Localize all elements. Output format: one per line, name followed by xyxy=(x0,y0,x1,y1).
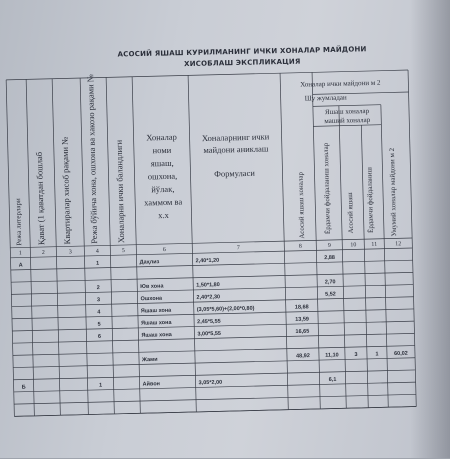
table-cell-no: 5 xyxy=(97,321,101,328)
column-number: 6 xyxy=(162,247,166,254)
header-col1: Режа литерлари xyxy=(14,198,24,246)
table-cell-c8: 16,65 xyxy=(295,328,310,336)
table-cell-lit: А xyxy=(18,262,23,269)
column-number: 11 xyxy=(371,241,378,248)
table-cell-c9: 11,10 xyxy=(325,352,339,359)
table-cell-c8: 18,68 xyxy=(294,304,309,311)
column-line xyxy=(339,106,346,409)
column-number: 2 xyxy=(41,249,45,257)
row-line xyxy=(13,370,415,380)
header-group-main: Хоналар ички майдони м 2 xyxy=(300,78,381,89)
table-cell-c8: 13,59 xyxy=(295,316,310,323)
table-cell-c11: 1 xyxy=(375,351,379,358)
header-col4: Режа бўйича хона, ошхона ва хакозо рақами № xyxy=(85,74,100,244)
header-col3: Квартиралар хисоб рақами № xyxy=(59,136,73,245)
column-number: 8 xyxy=(298,243,302,250)
column-number: 9 xyxy=(327,242,331,250)
header-col10: Асосий яшаш xyxy=(345,192,355,234)
row-line xyxy=(14,394,416,404)
table-cell-no: 2 xyxy=(96,285,100,292)
column-number: 4 xyxy=(95,248,99,255)
table-cell-name: Яшаш хона xyxy=(140,307,172,315)
column-number: 1 xyxy=(18,250,22,257)
table-cell-c9: 6,1 xyxy=(328,376,337,384)
table-cell-name: Даҳлиз xyxy=(139,259,160,266)
table-cell-c8: 48,92 xyxy=(296,353,310,360)
header-col12: Умумий хоналар майдони м 2 xyxy=(387,147,399,237)
row-line xyxy=(13,358,415,368)
header-col8: Асосий яшаш хоналар xyxy=(296,171,307,239)
row-line xyxy=(11,272,413,282)
table-cell-name: Яшаш хона xyxy=(141,332,172,339)
header-col9: Ёрдамчи фойдаланиш хоналар xyxy=(321,142,333,235)
table-cell-formula: 2,45*5,55 xyxy=(197,318,221,326)
column-number: 10 xyxy=(350,242,357,249)
table-cell-name: Юв хона xyxy=(140,283,164,291)
explication-table xyxy=(0,64,429,459)
table-cell-name: Ошхона xyxy=(140,295,163,303)
table-border-top xyxy=(6,70,408,80)
row-line xyxy=(14,407,416,417)
table-cell-lit: Б xyxy=(21,384,26,391)
table-cell-formula: 3,05*2,00 xyxy=(198,379,223,387)
header-col5: Хоналарни ички баландлиги xyxy=(113,139,127,244)
table-cell-c9: 2,88 xyxy=(324,254,336,262)
table-cell-no: 3 xyxy=(96,297,101,304)
table-cell-formula: (3,05*5,60)+(2,00*0,80) xyxy=(196,305,255,314)
column-number: 12 xyxy=(395,241,402,248)
table-cell-no: 1 xyxy=(99,382,103,389)
table-cell-c9: 5,52 xyxy=(325,291,336,298)
table-cell-no: 6 xyxy=(97,333,102,340)
header-col6: Хоналарномияшаш,ошхона,йўлак,хаммом вах.х xyxy=(144,131,183,221)
table-cell-c10: 3 xyxy=(354,351,358,359)
column-number: 5 xyxy=(121,248,125,255)
table-cell-c9: 2,70 xyxy=(324,279,336,286)
table-cell-formula: 2,40*2,30 xyxy=(196,294,221,301)
header-group-living: Яшаш хоналармаший хоналар xyxy=(324,106,371,126)
header-col2: Қават (1 қаватдан бошлаб xyxy=(33,151,47,246)
title-line-1: АСОСИЙ ЯШАШ КУРИЛМАНИНГ ИЧКИ ХОНАЛАР МАЙДОНИ xyxy=(117,45,367,59)
header-group-sub: Шу жумладан xyxy=(304,93,347,103)
group-line xyxy=(313,105,381,107)
table-cell-name: Жами xyxy=(141,356,158,364)
table-grid xyxy=(0,64,429,454)
table-cell-formula: 1,50*1,80 xyxy=(196,282,220,289)
table-cell-c12: 60,02 xyxy=(394,350,408,358)
header-col7-top: Хоналарнинг ичкимайдони аниклаш xyxy=(201,131,270,156)
column-number: 3 xyxy=(68,249,72,256)
table-cell-no: 4 xyxy=(97,309,101,316)
title-line-2: ХИСОБЛАШ ЭКСПЛИКАЦИЯ xyxy=(184,57,301,69)
table-cell-name: Айвон xyxy=(142,381,161,388)
table-cell-formula: 3,00*5,55 xyxy=(197,330,222,338)
table-cell-no: 1 xyxy=(96,260,100,267)
table-cell-name: Яшаш хона xyxy=(141,319,172,327)
table-cell-formula: 2,40*1,20 xyxy=(195,257,220,265)
column-number: 7 xyxy=(236,245,240,252)
header-col7-bottom: Формуласи xyxy=(214,167,255,179)
header-col11: Ёрдамчи фойдаланиш xyxy=(365,167,375,234)
